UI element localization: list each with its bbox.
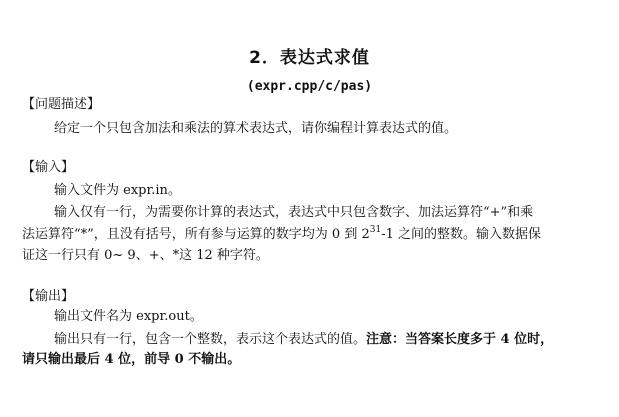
input-description-line-1: 输入仅有一行，为需要你计算的表达式，表达式中只包含数字、加法运算符“+”和乘 [54, 205, 534, 220]
file-name-subtitle: (expr.cpp/c/pas) [246, 79, 373, 94]
input-range-text-end: -1 之间的整数。输入数据保 [381, 227, 541, 242]
input-file-line: 输入文件为 expr.in。 [54, 183, 181, 198]
input-heading: 【输入】 [22, 160, 75, 175]
output-description-line-2: 请只输出最后 4 位，前导 0 不输出。 [22, 352, 241, 367]
problem-description: 给定一个只包含加法和乘法的算术表达式，请你编程计算表达式的值。 [54, 121, 458, 136]
problem-heading: 【问题描述】 [22, 97, 101, 112]
page-title: 2．表达式求值 [249, 48, 370, 68]
exponent: 31 [369, 224, 382, 235]
output-description-line-1 [54, 331, 587, 349]
output-description-text: 输出只有一行，包含一个整数，表示这个表达式的值。 [54, 332, 367, 347]
output-heading: 【输出】 [22, 289, 75, 304]
input-range-text: 法运算符“*”，且没有括号，所有参与运算的数字均为 0 到 2 [22, 227, 370, 242]
input-description-line-2 [22, 226, 587, 244]
output-file-line: 输出文件名为 expr.out。 [54, 309, 203, 324]
input-description-line-3: 证这一行只有 0~ 9、+、*这 12 种字符。 [22, 248, 269, 263]
output-note-text: 注意：当答案长度多于 4 位时， [366, 332, 554, 347]
